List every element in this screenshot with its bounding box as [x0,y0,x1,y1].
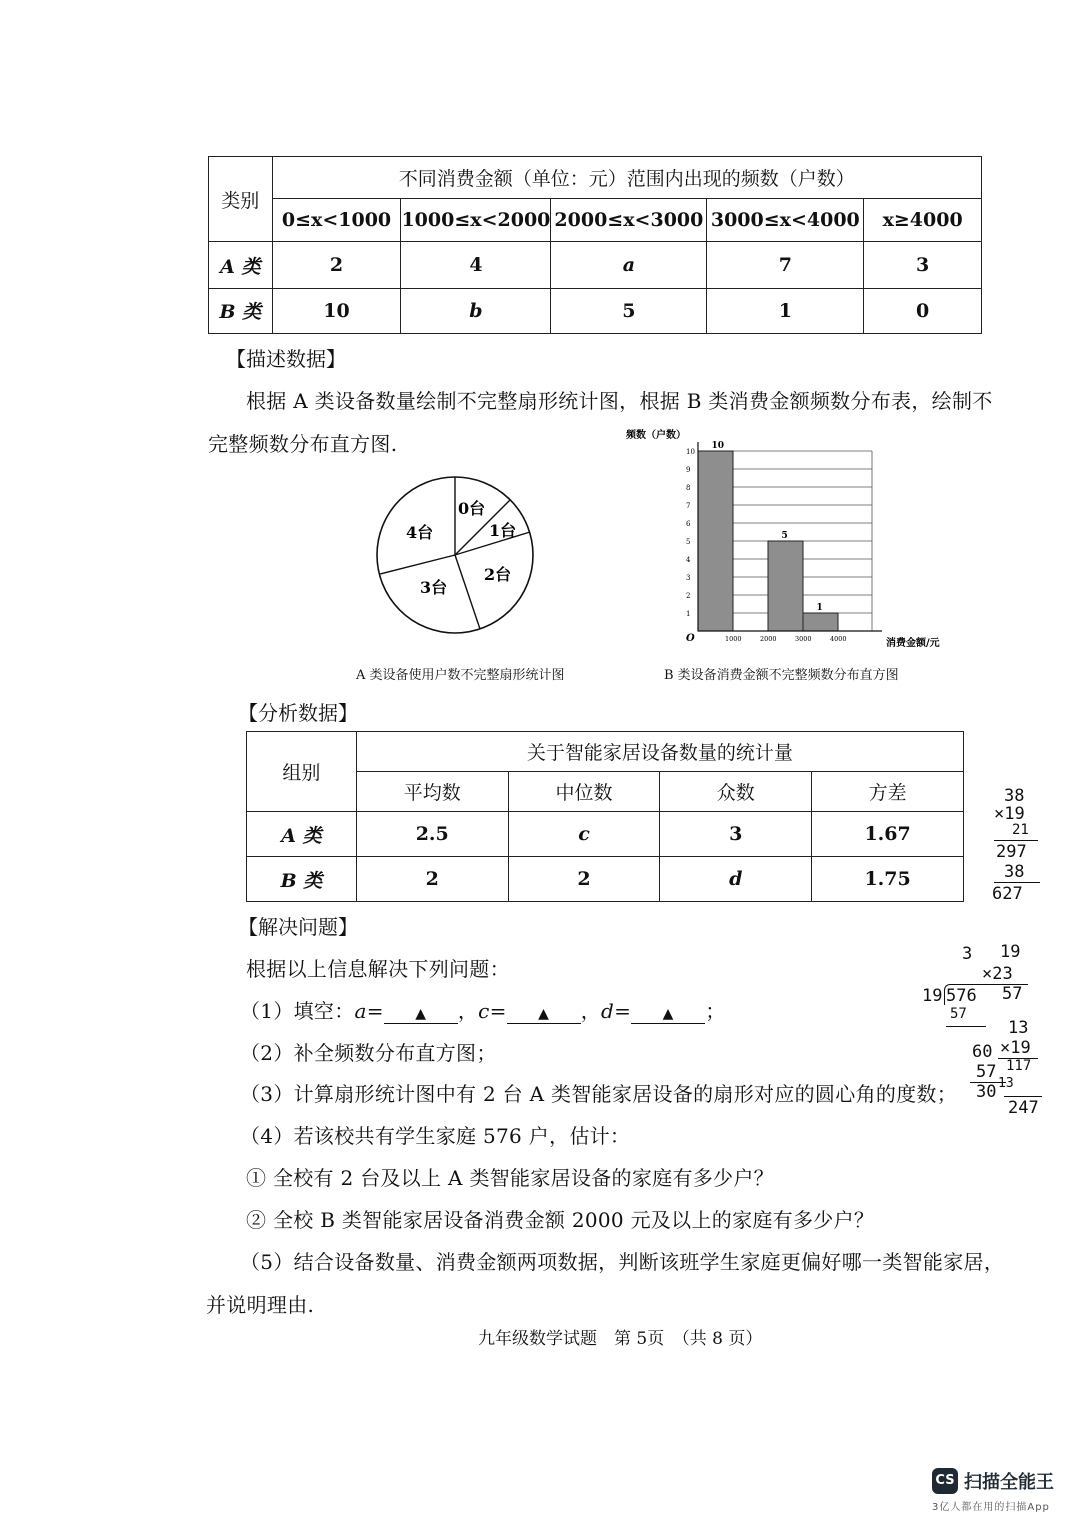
histogram-xlabel: 消费金额/元 [886,638,940,649]
table1-cell: 2 [272,242,401,288]
histogram-y-tick: 8 [686,484,691,492]
table2-cell: c [508,812,660,857]
table1-cell: 4 [401,242,551,288]
table2-cell: 2 [508,857,660,902]
table1-cell: 10 [272,288,401,333]
table1-range-3: 3000≤x<4000 [707,199,864,242]
table1-cell: a [551,242,707,288]
histogram-y-tick: 7 [686,502,691,510]
table1-cell: b [401,288,551,333]
table2-cell: 1.75 [812,857,964,902]
q1-separator: ， [457,999,479,1023]
histogram-y-tick: 5 [686,538,691,546]
table1-row-label: B 类 [209,288,273,333]
hand-line [994,882,1040,883]
handwritten-calculation-1 [990,786,1050,926]
q1-d-label: d= [601,999,632,1023]
histogram-caption: B 类设备消费金额不完整频数分布直方图 [664,668,899,683]
table-row [247,812,964,857]
pie-label-0: 0台 [458,499,486,518]
pie-label-3: 3台 [420,578,448,597]
histogram-x-tick: 4000 [830,635,847,643]
table1-header-title: 不同消费金额（单位：元）范围内出现的频数（户数） [272,157,981,199]
watermark-subtitle: 3亿人都在用的扫描App [932,1502,1050,1513]
question-4-2: ② 全校 B 类智能家居设备消费金额 2000 元及以上的家庭有多少户？ [246,1208,875,1232]
hand-text: 30 [976,1082,997,1102]
table1-cell: 7 [707,242,864,288]
table1-range-4: x≥4000 [864,199,982,242]
hand-text: 13 [1008,1018,1029,1038]
histogram-bar-label: 10 [711,441,725,451]
hand-text: 57 [950,1006,967,1022]
table1-cell: 5 [551,288,707,333]
hand-line [1004,1096,1042,1097]
question-4-1: ① 全校有 2 台及以上 A 类智能家居设备的家庭有多少户？ [246,1166,774,1190]
histogram-y-tick: 1 [686,610,691,618]
question-4: （4）若该校共有学生家庭 576 户，估计： [240,1124,631,1148]
hand-text: 3 [962,944,973,964]
histogram-y-tick: 4 [686,556,691,564]
histogram-origin: O [686,633,695,644]
table2-header-title: 关于智能家居设备数量的统计量 [356,732,963,772]
describe-text-line2: 完整频数分布直方图. [208,432,398,456]
table1-row-label: A 类 [209,242,273,288]
q1-end: ； [705,999,726,1023]
describe-text-line1: 根据 A 类设备数量绘制不完整扇形统计图，根据 B 类消费金额频数分布表，绘制不 [246,389,993,413]
hand-line [998,1058,1038,1059]
table2-row-label: B 类 [247,857,357,902]
table-row [209,242,982,288]
hand-text: 117 [1006,1058,1032,1074]
solve-heading: 【解决问题】 [238,915,358,939]
hand-text: ×19 [994,804,1025,824]
q1-prefix: （1）填空： [240,999,355,1023]
pie-label-1: 1台 [489,521,517,540]
histogram-bar [768,541,803,631]
hand-text: 19 [922,986,943,1006]
table2-cell: d [660,857,812,902]
hand-text: 57 [976,1062,997,1082]
q1-a-label: a= [354,999,384,1023]
question-2: （2）补全频数分布直方图； [240,1041,497,1065]
table2-cell: 2 [356,857,508,902]
hand-text: ×19 [1000,1038,1031,1058]
q1-separator: ， [580,999,602,1023]
pie-label-4: 4台 [406,523,434,542]
hand-text: 576 [946,986,977,1006]
table1-range-0: 0≤x<1000 [272,199,401,242]
q1-c-label: c= [478,999,507,1023]
table2-col-mean: 平均数 [356,772,508,812]
histogram-y-tick: 9 [686,466,691,474]
answer-blank-d[interactable]: ▲ [631,1005,705,1024]
hand-text: 19 [1000,942,1021,962]
hand-text: ×23 [982,964,1013,984]
table1-header-category: 类别 [209,157,273,242]
statistics-table [246,731,964,902]
hand-line [946,1026,986,1027]
hand-line [994,840,1038,841]
pie-divider [455,555,480,629]
hand-line [982,984,1028,985]
histogram-bar [698,451,733,631]
histogram-x-tick: 2000 [760,635,777,643]
table2-col-median: 中位数 [508,772,660,812]
histogram-y-tick: 10 [686,448,695,456]
histogram-y-tick: 3 [686,574,691,582]
handwritten-calculation-2 [920,942,1050,1122]
describe-heading: 【描述数据】 [226,347,346,371]
table-row [247,857,964,902]
table2-col-variance: 方差 [812,772,964,812]
answer-blank-a[interactable]: ▲ [384,1005,458,1024]
pie-label-2: 2台 [484,565,512,584]
table2-cell: 2.5 [356,812,508,857]
table2-cell: 1.67 [812,812,964,857]
histogram-y-tick: 6 [686,520,691,528]
table1-cell: 1 [707,288,864,333]
pie-divider [380,555,455,574]
answer-blank-c[interactable]: ▲ [507,1005,581,1024]
question-1 [240,995,726,1024]
hand-text: 60 [972,1042,993,1062]
question-5-line1: （5）结合设备数量、消费金额两项数据，判断该班学生家庭更偏好哪一类智能家居， [240,1250,1005,1274]
hand-text: 247 [1008,1098,1039,1118]
histogram-ylabel: 频数（户数） [626,430,686,441]
histogram-bar-label: 1 [816,603,823,613]
histogram-x-tick: 3000 [795,635,812,643]
hand-text: 13 [998,1076,1014,1091]
camscanner-logo-icon: CS [932,1468,958,1494]
pie-chart [370,470,540,640]
histogram-bar-label: 5 [781,531,788,541]
analyze-heading: 【分析数据】 [238,701,358,725]
table1-range-2: 2000≤x<3000 [551,199,707,242]
hand-text: 38 [1004,786,1025,806]
hand-text: 627 [992,884,1023,904]
histogram-y-tick: 2 [686,592,691,600]
question-5-line2: 并说明理由. [206,1293,315,1317]
table-row [209,288,982,333]
question-3: （3）计算扇形统计图中有 2 台 A 类智能家居设备的扇形对应的圆心角的度数； [240,1082,958,1106]
hand-line [970,1082,1006,1083]
solve-intro: 根据以上信息解决下列问题： [246,957,510,981]
table1-cell: 0 [864,288,982,333]
consumption-frequency-table [208,156,982,334]
table1-range-1: 1000≤x<2000 [401,199,551,242]
table1-cell: 3 [864,242,982,288]
page-footer: 九年级数学试题 第 5页 （共 8 页） [478,1329,763,1349]
histogram-x-tick: 1000 [725,635,742,643]
hand-text: 21 [1012,822,1029,838]
histogram-bar [803,613,838,631]
table2-cell: 3 [660,812,812,857]
table2-col-mode: 众数 [660,772,812,812]
hand-text: 57 [1002,984,1023,1004]
hand-text: 38 [1004,862,1025,882]
histogram-chart [620,424,960,654]
pie-caption: A 类设备使用户数不完整扇形统计图 [356,668,565,683]
table2-row-label: A 类 [247,812,357,857]
hand-text: 297 [996,842,1027,862]
table2-header-group: 组别 [247,732,357,812]
watermark-title: 扫描全能王 [964,1472,1054,1493]
